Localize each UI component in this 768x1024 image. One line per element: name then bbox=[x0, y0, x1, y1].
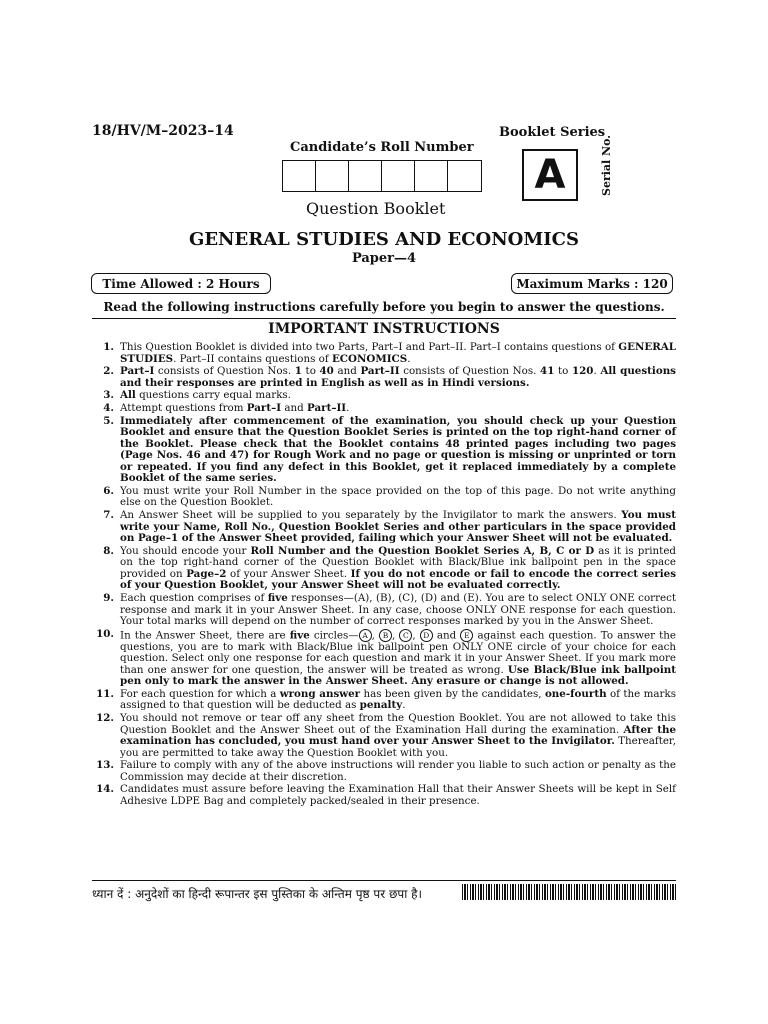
paper-number: Paper—4 bbox=[351, 251, 417, 266]
instruction-item bbox=[92, 629, 676, 688]
instruction-item bbox=[92, 510, 676, 545]
instruction-text: of your Answer Sheet. bbox=[226, 567, 351, 580]
answer-circle: C bbox=[399, 629, 412, 642]
instruction-item bbox=[92, 390, 676, 402]
instruction-text: Attempt questions from bbox=[120, 402, 247, 415]
instruction-number: 13. bbox=[96, 759, 114, 772]
instruction-number: 5. bbox=[103, 414, 114, 427]
instruction-text: 120 bbox=[571, 365, 594, 378]
instruction-text: of the marks assigned to that question will be deducted as bbox=[120, 687, 676, 712]
instruction-number: 7. bbox=[103, 509, 114, 522]
instructions-list bbox=[92, 342, 676, 809]
important-instructions-heading: IMPORTANT INSTRUCTIONS bbox=[268, 321, 500, 337]
serial-number-label: Serial No. bbox=[600, 134, 613, 196]
instruction-text: responses—(A), (B), (C), (D) and (E). You are to select ONLY ONE correct response and mark it in your Answer Sheet. In any case, choose ONLY ONE response for each question. Your total marks will depend on the number of correct responses marked by you in the Answer Sheet. bbox=[120, 592, 676, 627]
instruction-text: You should not remove or tear off any sheet from the Question Booklet. You are not allowed to take this Question Booklet and the Answer Sheet out of the Examination Hall during the examination. bbox=[120, 712, 676, 736]
instruction-item bbox=[92, 366, 676, 389]
paper-code: 18/HV/M–2023–14 bbox=[92, 123, 234, 139]
instruction-number: 14. bbox=[96, 783, 114, 796]
instruction-item bbox=[92, 593, 676, 628]
instruction-text: Immediately after commencement of the examination, you should check up your Question Booklet and ensure that the Question Booklet Series is printed on the top right-hand corner of the Booklet. Please check that the Booklet contains 48 printed pages including two pages (Page Nos. 46 and 47) for Rough Work and no page or question is missing or unprinted or torn or repeated. If you find any defect in this Booklet, get it replaced immediately by a complete Booklet of the same series. bbox=[120, 414, 676, 485]
instruction-number: 11. bbox=[96, 687, 114, 700]
exam-title: GENERAL STUDIES AND ECONOMICS bbox=[188, 229, 580, 250]
instruction-text: All questions and their responses are printed in English as well as in Hindi versions. bbox=[120, 365, 676, 389]
instruction-text: Candidates must assure before leaving the Examination Hall that their Answer Sheets will be kept in Self Adhesive LDPE Bag and completely packed/sealed in their presence. bbox=[120, 783, 676, 807]
instruction-text: You must write your Name, Roll No., Question Booklet Series and other particulars in the space provided on Page–1 of the Answer Sheet provided, failing which your Answer Sheet will not be evaluated. bbox=[120, 509, 676, 545]
instruction-number: 1. bbox=[103, 341, 114, 353]
answer-circle: D bbox=[420, 629, 433, 642]
roll-digit-box[interactable] bbox=[316, 161, 349, 191]
roll-number-boxes[interactable] bbox=[282, 160, 482, 192]
roll-digit-box[interactable] bbox=[448, 161, 481, 191]
instruction-text: . Part–II contains questions of bbox=[173, 352, 332, 365]
instruction-text: GENERAL STUDIES bbox=[120, 341, 676, 365]
instruction-text: has been given by the candidates, bbox=[360, 687, 545, 700]
instruction-text: . bbox=[407, 352, 411, 365]
instruction-text: Part–I bbox=[246, 402, 282, 415]
instruction-text: to bbox=[301, 365, 320, 378]
instruction-text: 40 bbox=[319, 365, 334, 378]
instruction-text: An Answer Sheet will be supplied to you separately by the Invigilator to mark the answers. bbox=[120, 509, 622, 522]
instruction-text: , bbox=[412, 629, 420, 642]
instruction-text: Failure to comply with any of the above instructions will render you liable to such action or penalty as the Commission may decide at their discretion. bbox=[120, 759, 676, 783]
time-allowed-badge: Time Allowed : 2 Hours bbox=[91, 273, 271, 294]
instruction-text: circles— bbox=[309, 629, 359, 642]
instruction-item bbox=[92, 342, 676, 365]
instruction-text: five bbox=[267, 592, 288, 604]
instruction-number: 2. bbox=[103, 365, 114, 378]
instruction-text: one-fourth bbox=[544, 687, 607, 700]
instruction-text: This Question Booklet is divided into two Parts, Part–I and Part–II. Part–I contains questions of bbox=[120, 341, 619, 353]
barcode bbox=[462, 884, 676, 900]
instruction-text: If you do not encode or fail to encode the correct series of your Question Booklet, your Answer Sheet will not be evaluated correctly. bbox=[120, 567, 676, 592]
instruction-text: Page–2 bbox=[186, 567, 227, 580]
instruction-text: to bbox=[554, 365, 572, 378]
instruction-item bbox=[92, 784, 676, 807]
instruction-number: 4. bbox=[103, 402, 114, 415]
instruction-text: In the Answer Sheet, there are bbox=[120, 629, 290, 642]
instruction-number: 12. bbox=[96, 712, 114, 725]
top-divider bbox=[92, 318, 676, 319]
roll-number-label: Candidate’s Roll Number bbox=[290, 140, 474, 155]
instruction-text: consists of Question Nos. bbox=[399, 365, 541, 378]
question-booklet-label: Question Booklet bbox=[306, 199, 446, 218]
booklet-series-letter: A bbox=[522, 149, 578, 201]
instruction-text: You should encode your bbox=[120, 544, 251, 557]
instruction-text: and bbox=[432, 629, 461, 642]
instruction-text: Thereafter, you are permitted to take away the Question Booklet with you. bbox=[120, 735, 676, 759]
instruction-text: wrong answer bbox=[279, 687, 361, 700]
instruction-text: . bbox=[402, 699, 406, 712]
instruction-text: as it is printed on the top right-hand corner of the Question Booklet with Black/Blue ink ballpoint pen in the space provided on bbox=[120, 544, 677, 580]
instruction-text: , bbox=[391, 629, 400, 642]
instruction-text: Part–I bbox=[120, 365, 155, 378]
instruction-text: . bbox=[593, 365, 601, 378]
instruction-number: 9. bbox=[103, 592, 114, 604]
instruction-item bbox=[92, 713, 676, 759]
instruction-item bbox=[92, 486, 676, 509]
instruction-text: You must write your Roll Number in the space provided on the top of this page. Do not write anything else on the Question Booklet. bbox=[120, 484, 676, 509]
instruction-text: and bbox=[281, 402, 307, 415]
booklet-series-label: Booklet Series bbox=[499, 125, 606, 140]
instruction-item bbox=[92, 546, 676, 592]
answer-circle: E bbox=[460, 629, 473, 642]
instruction-text: Roll Number and the Question Booklet Series A, B, C or D bbox=[250, 544, 595, 557]
roll-digit-box[interactable] bbox=[283, 161, 316, 191]
instruction-text: consists of Question Nos. bbox=[154, 365, 295, 378]
instruction-number: 10. bbox=[96, 627, 114, 640]
hindi-note: ध्यान दें : अनुदेशों का हिन्दी रूपान्तर इस पुस्तिका के अन्तिम पृष्ठ पर छपा है। bbox=[92, 887, 423, 901]
instruction-text: After the examination has concluded, you must hand over your Answer Sheet to the Invigilator. bbox=[120, 723, 676, 748]
instruction-text: questions carry equal marks. bbox=[135, 389, 291, 402]
roll-digit-box[interactable] bbox=[415, 161, 448, 191]
instruction-text: Part–II bbox=[307, 402, 347, 415]
instruction-text: and bbox=[333, 365, 361, 378]
instruction-item bbox=[92, 689, 676, 712]
roll-digit-box[interactable] bbox=[382, 161, 415, 191]
roll-digit-box[interactable] bbox=[349, 161, 382, 191]
answer-circle: A bbox=[359, 629, 372, 642]
instruction-number: 8. bbox=[103, 544, 114, 557]
answer-circle: B bbox=[379, 629, 392, 642]
instruction-text: 1 bbox=[294, 365, 302, 378]
instruction-item bbox=[92, 760, 676, 783]
bottom-divider bbox=[92, 880, 676, 881]
instruction-text: Part–II bbox=[360, 365, 400, 378]
instruction-text: 41 bbox=[540, 365, 555, 378]
instruction-number: 6. bbox=[103, 484, 114, 497]
instruction-number: 3. bbox=[103, 389, 114, 402]
read-instruction: Read the following instructions carefully before you begin to answer the questions. bbox=[103, 300, 665, 314]
instruction-text: All bbox=[120, 389, 136, 402]
instruction-text: five bbox=[289, 629, 310, 642]
maximum-marks-badge: Maximum Marks : 120 bbox=[511, 273, 673, 294]
instruction-text: Each question comprises of bbox=[120, 592, 268, 604]
instruction-item bbox=[92, 416, 676, 485]
instruction-text: against each question. To answer the questions, you are to mark with Black/Blue ink ballpoint pen ONLY ONE circle of your choice for each question. Select only one response for each question and mark it in your Answer Sheet. If you mark more than one answer for one question, the answer will be treated as wrong. bbox=[120, 629, 677, 676]
instruction-text: ECONOMICS bbox=[331, 352, 408, 365]
instruction-text: penalty bbox=[359, 699, 403, 712]
instruction-text: For each question for which a bbox=[120, 687, 280, 700]
instruction-text: Use Black/Blue ink ballpoint pen only to mark the answer in the Answer Sheet. Any erasure or change is not allowed. bbox=[120, 663, 676, 688]
instruction-item bbox=[92, 403, 676, 415]
instruction-text: . bbox=[346, 402, 350, 415]
instruction-text: , bbox=[371, 629, 379, 642]
